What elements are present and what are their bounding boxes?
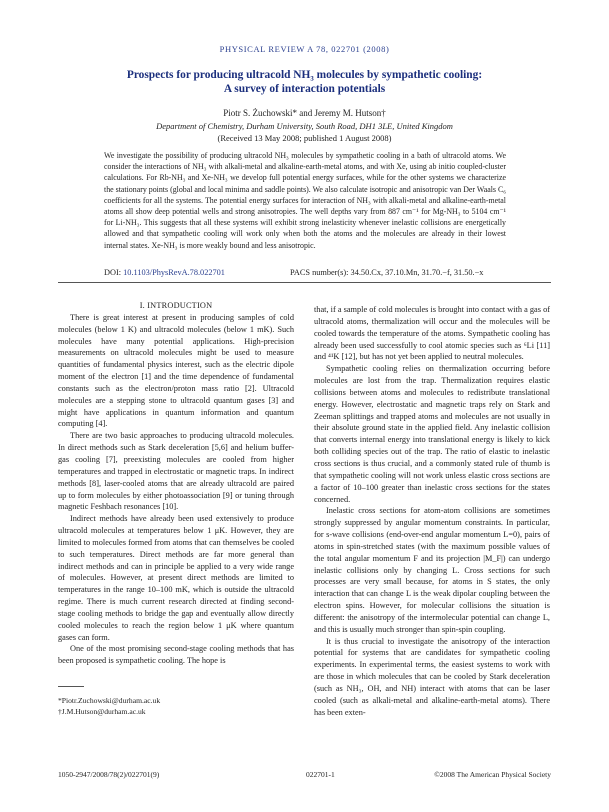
copyright: ©2008 The American Physical Society bbox=[434, 770, 551, 779]
received-date: (Received 13 May 2008; published 1 August 2008) bbox=[217, 133, 392, 143]
authors: Piotr S. Żuchowski* and Jeremy M. Hutson† bbox=[223, 108, 386, 118]
paragraph: Sympathetic cooling relies on thermalization occurring before molecules are lost from the trap. Thermalization requires elastic collisions between atoms and molecules to redistribute translational energy. However, electrostatic and magnetic traps rely on Stark and Zeeman splittings and trapped atoms and molecules are not usually in their absolute ground state in the applied field. Any inelastic collision that converts internal energy into translational energy is likely to kick both colliding species out of the trap. The ratio of elastic to inelastic cross sections is thus crucial, and a commonly stated rule of thumb is that sympathetic cooling will not work unless elastic cross sections are a factor of 10–100 greater than inelastic cross sections for the states concerned. bbox=[314, 364, 550, 504]
footnote-rule bbox=[58, 686, 84, 687]
footer-issn: 1050-2947/2008/78(2)/022701(9) bbox=[58, 770, 160, 779]
page-number: 022701-1 bbox=[306, 770, 335, 779]
title-line-1: Prospects for producing ultracold NH₃ molecules by sympathetic cooling: bbox=[126, 69, 483, 81]
doi-link[interactable]: 10.1103/PhysRevA.78.022701 bbox=[123, 268, 225, 277]
left-column bbox=[58, 300, 294, 667]
pacs-numbers: PACS number(s): 34.50.Cx, 37.10.Mn, 31.70.−f, 31.50.−x bbox=[290, 268, 484, 277]
running-head: PHYSICAL REVIEW A 78, 022701 (2008) bbox=[219, 44, 390, 54]
abstract: We investigate the possibility of producing ultracold NH₃ molecules by sympathetic cooling in a bath of ultracold atoms. We consider the interactions of NH₃ with alkali-metal and alkaline-earth-metal atoms, and with Xe, using ab initio coupled-cluster calculations. For Rb-NH₃ and Xe-NH₃ we develop full potential energy surfaces, while for the other systems we characterize the stationary points (global and local minima and saddle points). We also calculate isotropic and anisotropic van Der Waals C₆ coefficients for all the systems. The potential energy surfaces for interaction of NH₃ with alkali-metal and alkaline-earth-metal atoms all show deep potential wells and strong anisotropies. The well depths vary from 887 cm⁻¹ for Mg-NH₃ to 5104 cm⁻¹ for Li-NH₃. This suggests that all these systems will exhibit strong inelasticity whenever inelastic collisions are energetically allowed and that sympathetic cooling will work only when both the atoms and the molecules are already in their lowest internal states. Xe-NH₃ is more weakly bound and less anisotropic. bbox=[104, 151, 506, 250]
paragraph: There are two basic approaches to producing ultracold molecules. In direct methods such as Stark deceleration [5,6] and helium buffer-gas cooling [7], preexisting molecules are cooled from higher temperatures and trapped in electrostatic or magnetic traps. In indirect methods [8], laser-cooled atoms that are already ultracold are paired up to form molecules by either photoassociation [9] or tuning through magnetic Feshbach resonances [10]. bbox=[58, 431, 294, 512]
paragraph: Inelastic cross sections for atom-atom collisions are sometimes strongly suppressed by angular momentum constraints. In particular, for s-wave collisions (end-over-end angular momentum L=0), pairs of atoms in spin-stretched states (with the maximum possible values of the total angular momentum F and its projection |M_F|) can undergo inelastic collisions only by changing L. Cross sections for such processes are very small because, for atoms in S states, the only interaction that can change L is the weak dipolar coupling between the electron spins. However, for molecular collisions the situation is different: the anisotropy of the intermolecular potential can change L, and this is usually much stronger than spin-spin coupling. bbox=[314, 506, 550, 634]
divider bbox=[58, 282, 551, 283]
paragraph: It is thus crucial to investigate the anisotropy of the interaction potential for systems that are candidates for sympathetic cooling experiments. In experimental terms, the easiest systems to work with are those in which molecules that can be cooled by Stark deceleration (such as NH₃, OH, and NH) interact with atoms that can be laser cooled (such as alkali-metal and alkaline-earth-metal atoms). There has been exten- bbox=[314, 636, 550, 717]
footnote-email-1[interactable]: *Piotr.Zuchowski@durham.ac.uk bbox=[58, 696, 161, 705]
footnotes bbox=[58, 686, 294, 717]
paragraph: One of the most promising second-stage cooling methods that has been proposed is sympathetic cooling. The hope is bbox=[58, 644, 294, 666]
doi-label: DOI: bbox=[104, 268, 122, 277]
footnote-email-2[interactable]: †J.M.Hutson@durham.ac.uk bbox=[58, 707, 146, 716]
article-title bbox=[60, 68, 549, 96]
right-column bbox=[314, 304, 550, 719]
paragraph: that, if a sample of cold molecules is brought into contact with a gas of ultracold atoms, thermalization will occur and the molecules will be cooled towards the temperature of the atoms. Sympathetic cooling has already been used successfully to cool atomic species such as ⁶Li [11] and ⁴¹K [12], but has not yet been applied to neutral molecules. bbox=[314, 305, 550, 362]
affiliation: Department of Chemistry, Durham University, South Road, DH1 3LE, United Kingdom bbox=[156, 121, 453, 131]
paragraph: There is great interest at present in producing samples of cold molecules (below 1 K) and ultracold molecules (below 1 mK). Such molecules have many potential applications. High-precision measurements on ultracold molecules might be used to measure quantities of fundamental physics interest, such as the electric dipole moment of the electron [1] and the time dependence of fundamental constants such as the electron/proton mass ratio [2]. Ultracold molecules are a stepping stone to ultracold quantum gases [3] and might have applications in quantum information and quantum computing [4]. bbox=[58, 312, 294, 429]
title-line-2: A survey of interaction potentials bbox=[223, 83, 386, 95]
paragraph: Indirect methods have already been used extensively to produce ultracold molecules at temperatures below 1 μK. However, they are limited to molecules formed from atoms that can themselves be cooled to such temperatures. Direct methods are far more general than indirect methods and can in principle be applied to a very wide range of molecules. However, at present direct methods are limited to temperatures in the range 10–100 mK, which is outside the ultracold regime. There is much current research directed at finding second-stage cooling methods to bridge the gap and eventually allow directly cooled molecules to reach the region below 1 μK where quantum gases can form. bbox=[58, 514, 294, 642]
section-heading: I. INTRODUCTION bbox=[139, 301, 213, 310]
doi-line bbox=[104, 268, 506, 277]
